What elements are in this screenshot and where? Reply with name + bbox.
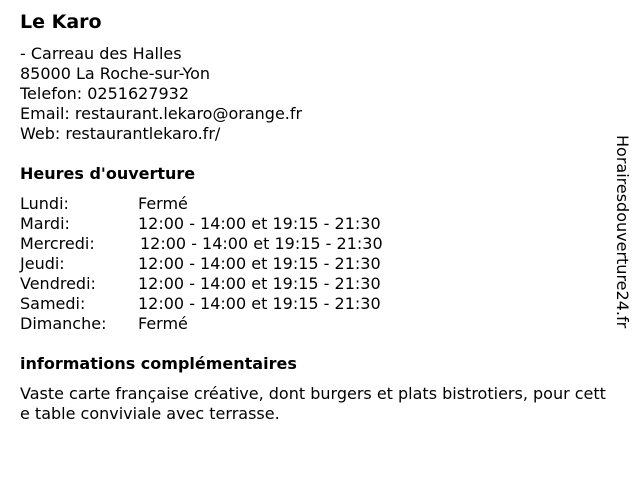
hours-row-lundi — [20, 194, 440, 214]
day-label: Lundi: — [20, 194, 69, 213]
info-heading: informations complémentaires — [20, 354, 297, 373]
day-hours: 12:00 - 14:00 et 19:15 - 21:30 — [138, 294, 381, 313]
day-hours: Fermé — [138, 314, 188, 333]
address-block — [20, 44, 302, 144]
day-label: Mercredi: — [20, 234, 95, 253]
info-description: Vaste carte française créative, dont burgers et plats bistrotiers, pour cette table conviviale avec terrasse. — [20, 384, 606, 423]
hours-row-vendredi — [20, 274, 440, 294]
email-address: Email: restaurant.lekaro@orange.fr — [20, 104, 303, 123]
hours-table — [20, 194, 440, 334]
day-label: Dimanche: — [20, 314, 107, 333]
day-label: Jeudi: — [20, 254, 65, 273]
day-hours: Fermé — [138, 194, 188, 213]
day-hours: 12:00 - 14:00 et 19:15 - 21:30 — [140, 234, 383, 253]
watermark-text: Horairesdouverture24.fr — [613, 135, 632, 329]
phone-number: Telefon: 0251627932 — [20, 84, 190, 103]
address-street: - Carreau des Halles — [20, 44, 182, 63]
day-label: Samedi: — [20, 294, 86, 313]
hours-row-mardi — [20, 214, 440, 234]
day-hours: 12:00 - 14:00 et 19:15 - 21:30 — [138, 214, 381, 233]
website-address: Web: restaurantlekaro.fr/ — [20, 124, 221, 143]
hours-row-mercredi — [20, 234, 440, 254]
day-hours: 12:00 - 14:00 et 19:15 - 21:30 — [138, 274, 381, 293]
day-label: Vendredi: — [20, 274, 96, 293]
watermark — [612, 135, 634, 345]
day-label: Mardi: — [20, 214, 70, 233]
day-hours: 12:00 - 14:00 et 19:15 - 21:30 — [138, 254, 381, 273]
hours-row-jeudi — [20, 254, 440, 274]
restaurant-name: Le Karo — [20, 11, 102, 33]
hours-row-samedi — [20, 294, 440, 314]
hours-heading: Heures d'ouverture — [20, 164, 196, 183]
hours-row-dimanche — [20, 314, 440, 334]
address-city: 85000 La Roche-sur-Yon — [20, 64, 211, 83]
